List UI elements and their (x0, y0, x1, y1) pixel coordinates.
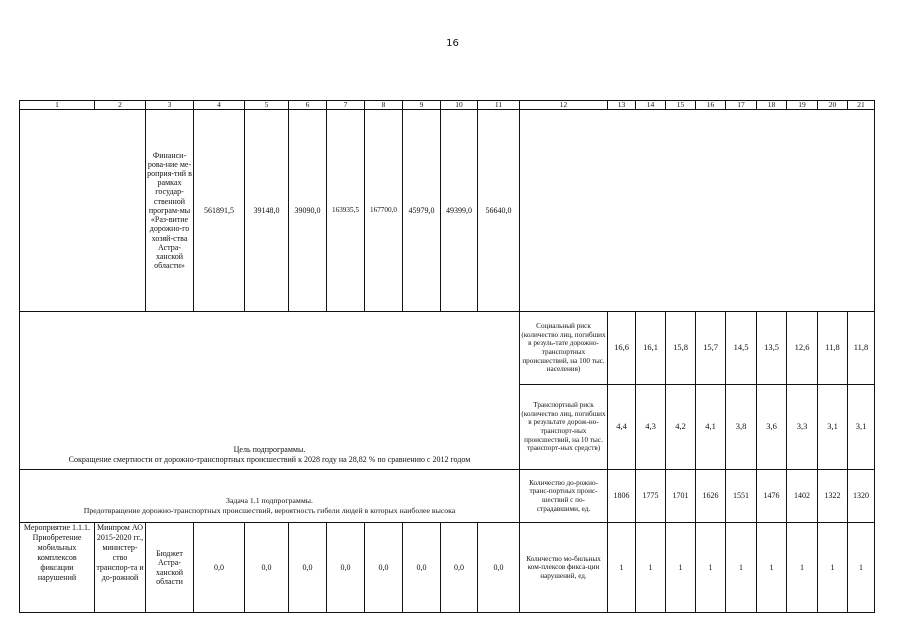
column-header: 5 (245, 101, 289, 110)
column-header: 17 (726, 101, 757, 110)
column-header: 16 (696, 101, 726, 110)
indicator-name: Количество мо-бильных ком-плексов фикса-ции нарушений, ед. (520, 523, 608, 613)
financing-value: 45979,0 (403, 110, 441, 312)
financing-description: Финанси-рова-ние ме-роприя-тий в рамках государ-ственной програм-мы «Раз-витие дорожно-го хозяй-ства Астра-ханской области» (146, 110, 194, 312)
indicator-value: 4,1 (696, 385, 726, 470)
measure-row (20, 523, 875, 613)
indicator-value: 3,8 (726, 385, 757, 470)
indicator-value: 4,2 (666, 385, 696, 470)
target-value: 1 (757, 523, 787, 613)
financing-value: 39090,0 (289, 110, 327, 312)
indicator-value: 1476 (757, 470, 787, 523)
task-text: Предотвращение дорожно-транспортных происшествий, вероятность гибели людей в которых наиболее высока (83, 506, 456, 515)
indicator-value: 3,6 (757, 385, 787, 470)
indicator-value: 16,6 (608, 312, 636, 385)
indicator-value: 4,4 (608, 385, 636, 470)
column-header: 20 (818, 101, 848, 110)
indicator-value: 15,8 (666, 312, 696, 385)
column-header: 2 (95, 101, 146, 110)
indicator-value: 4,3 (636, 385, 666, 470)
target-value: 1 (787, 523, 818, 613)
goal-text: Сокращение смертности от дорожно-транспортных происшествий к 2028 году на 28,82 % по сравнению с 2012 годом (68, 455, 471, 464)
indicator-value: 1320 (848, 470, 875, 523)
goal-cell (20, 312, 520, 470)
column-header: 12 (520, 101, 608, 110)
column-header: 14 (636, 101, 666, 110)
measure-value: 0,0 (365, 523, 403, 613)
financing-value: 561891,5 (194, 110, 245, 312)
column-header: 15 (666, 101, 696, 110)
indicator-name: Социальный риск (количество лиц, погибших в резуль-тате дорожно-транспортных происшествий, на 100 тыс. населения) (520, 312, 608, 385)
indicator-value: 1551 (726, 470, 757, 523)
indicator-name: Транспортный риск (количество лиц, погибших в результате дорож-но-транспорт-ных происшествий, на 10 тыс. транспорт-ных средств) (520, 385, 608, 470)
indicator-value: 15,7 (696, 312, 726, 385)
column-header: 4 (194, 101, 245, 110)
column-header: 6 (289, 101, 327, 110)
column-header: 18 (757, 101, 787, 110)
column-header: 11 (478, 101, 520, 110)
financing-value: 39148,0 (245, 110, 289, 312)
indicator-value: 3,3 (787, 385, 818, 470)
indicator-value: 16,1 (636, 312, 666, 385)
task-cell (20, 470, 520, 523)
indicator-value: 11,8 (818, 312, 848, 385)
column-header: 13 (608, 101, 636, 110)
task-row (20, 470, 875, 523)
measure-name: Мероприятие 1.1.1. Приобретение мобильных комплексов фиксации нарушений (20, 523, 95, 613)
measure-value: 0,0 (478, 523, 520, 613)
indicator-value: 1701 (666, 470, 696, 523)
column-header: 3 (146, 101, 194, 110)
target-value: 1 (818, 523, 848, 613)
column-header: 1 (20, 101, 95, 110)
column-header: 8 (365, 101, 403, 110)
indicator-value: 13,5 (757, 312, 787, 385)
target-value: 1 (696, 523, 726, 613)
indicator-value: 1322 (818, 470, 848, 523)
indicator-value: 3,1 (848, 385, 875, 470)
measure-executor: Минпром АО 2015-2020 гг., министер-ство транспор-та и до-рожной (95, 523, 146, 613)
target-value: 1 (848, 523, 875, 613)
indicator-value: 1806 (608, 470, 636, 523)
financing-value: 56640,0 (478, 110, 520, 312)
measure-value: 0,0 (403, 523, 441, 613)
column-header: 10 (441, 101, 478, 110)
column-header: 21 (848, 101, 875, 110)
target-value: 1 (636, 523, 666, 613)
indicator-name: Количество до-рожно- транс-портных проис-шествий с по-страдавшими, ед. (520, 470, 608, 523)
financing-row (20, 110, 875, 312)
indicator-value: 12,6 (787, 312, 818, 385)
indicator-value: 1626 (696, 470, 726, 523)
indicator-value: 14,5 (726, 312, 757, 385)
target-value: 1 (666, 523, 696, 613)
measure-value: 0,0 (289, 523, 327, 613)
measure-value: 0,0 (327, 523, 365, 613)
goal-title: Цель подпрограммы. (233, 445, 306, 454)
financing-value: 167700,0 (365, 110, 403, 312)
indicator-value: 11,8 (848, 312, 875, 385)
empty-cell (520, 110, 875, 312)
indicator-value: 1775 (636, 470, 666, 523)
program-table (19, 100, 875, 613)
measure-source: Бюджет Астра-ханской области (146, 523, 194, 613)
page-number: 16 (446, 38, 459, 49)
financing-value: 49399,0 (441, 110, 478, 312)
column-header: 19 (787, 101, 818, 110)
indicator-value: 3,1 (818, 385, 848, 470)
column-header: 9 (403, 101, 441, 110)
indicator-row (20, 312, 875, 385)
header-row (20, 101, 875, 110)
indicator-value: 1402 (787, 470, 818, 523)
measure-value: 0,0 (441, 523, 478, 613)
column-header: 7 (327, 101, 365, 110)
measure-value: 0,0 (245, 523, 289, 613)
target-value: 1 (608, 523, 636, 613)
target-value: 1 (726, 523, 757, 613)
empty-cell (20, 110, 146, 312)
measure-value: 0,0 (194, 523, 245, 613)
financing-value: 163935,5 (327, 110, 365, 312)
task-title: Задача 1.1 подпрограммы. (226, 496, 313, 505)
